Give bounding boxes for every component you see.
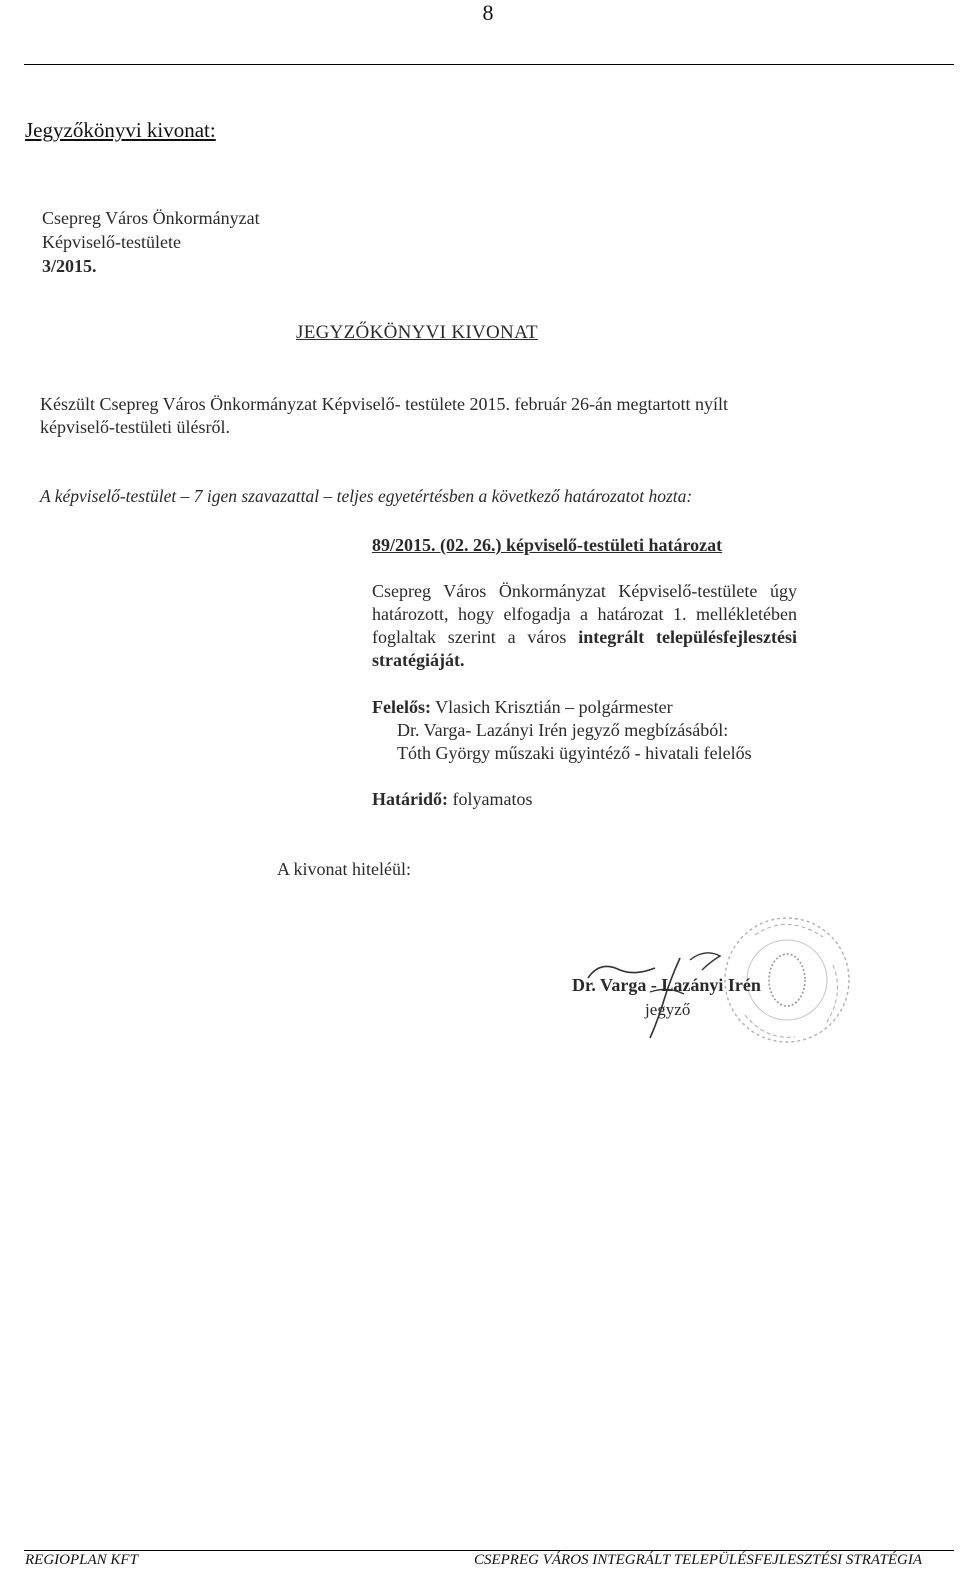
resolution-body — [372, 580, 797, 672]
responsible-block — [372, 696, 752, 765]
org-line1: Csepreg Város Önkormányzat — [42, 208, 260, 228]
responsible-line2: Dr. Varga- Lazányi Irén jegyző megbízásából: — [397, 720, 729, 740]
deadline-label: Határidő: — [372, 789, 448, 809]
header-rule — [24, 64, 954, 65]
certification-line: A kivonat hiteléül: — [277, 859, 411, 879]
signatory-role: jegyző — [645, 1000, 691, 1019]
section-label: Jegyzőkönyvi kivonat: — [25, 118, 216, 142]
deadline-value: folyamatos — [452, 789, 533, 809]
page-number: 8 — [482, 0, 494, 25]
organization-block — [42, 206, 260, 278]
resolution-text: Csepreg Város Önkormányzat Képviselő-testülete úgy határozott, hogy elfogadja a határozat 1. mellékletében foglaltak szerint a város — [372, 581, 797, 647]
org-number: 3/2015. — [42, 256, 97, 276]
scanned-document — [0, 180, 960, 1080]
responsible-name: Vlasich Krisztián – polgármester — [435, 697, 673, 717]
responsible-label: Felelős: — [372, 697, 431, 717]
responsible-line3: Tóth György műszaki ügyintéző - hivatali felelős — [397, 743, 752, 763]
signatory-name: Dr. Varga - Lazányi Irén — [572, 975, 761, 995]
resolution-title: 89/2015. (02. 26.) képviselő-testületi határozat — [372, 535, 723, 555]
deadline — [372, 789, 532, 810]
org-line2: Képviselő-testülete — [42, 232, 181, 252]
document-title: JEGYZŐKÖNYVI KIVONAT — [296, 322, 538, 343]
vote-statement: A képviselő-testület – 7 igen szavazattal – teljes egyetértésben a következő határozatot hozta: — [40, 486, 693, 506]
footer-right: CSEPREG VÁROS INTEGRÁLT TELEPÜLÉSFEJLESZTÉSI STRATÉGIA — [473, 1552, 922, 1568]
footer-rule — [24, 1550, 954, 1551]
resolution-bold-text: integrált településfejlesztési stratégiáját. — [372, 627, 797, 670]
footer-left: REGIOPLAN KFT — [25, 1552, 138, 1568]
intro-paragraph: Készült Csepreg Város Önkormányzat Képviselő- testülete 2015. február 26-án megtartott nyílt képviselő-testületi ülésről. — [40, 394, 728, 437]
